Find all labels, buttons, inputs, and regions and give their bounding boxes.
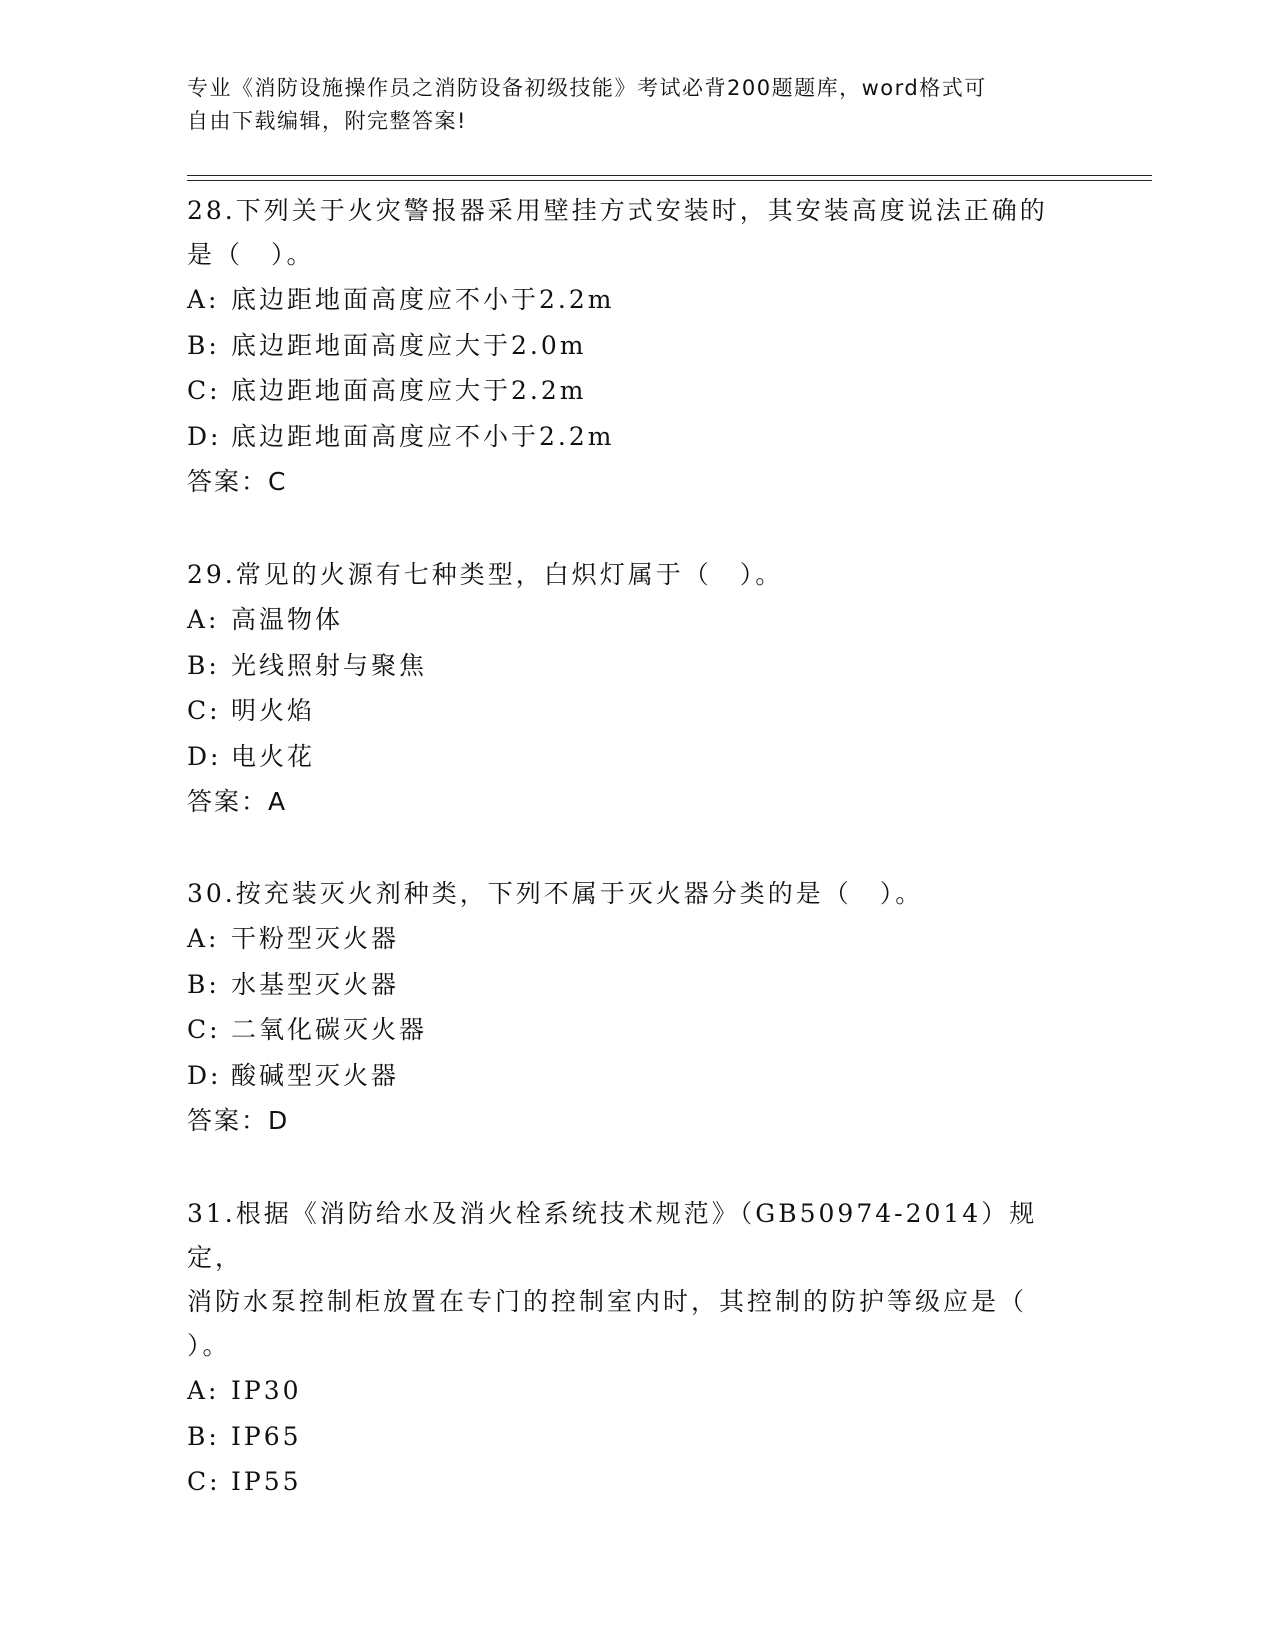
option-key: A: bbox=[187, 285, 220, 314]
option-text: 明火焰 bbox=[231, 696, 316, 725]
question-text-line: 消防水泵控制柜放置在专门的控制室内时，其控制的防护等级应是（ bbox=[187, 1287, 1028, 1316]
question-29 bbox=[187, 553, 1087, 824]
option-key: B: bbox=[187, 650, 220, 680]
option-c bbox=[187, 1007, 1087, 1053]
question-31 bbox=[187, 1192, 1087, 1505]
header-divider-top bbox=[187, 175, 1152, 176]
option-d bbox=[187, 414, 1087, 460]
question-28 bbox=[187, 189, 1087, 504]
answer: 答案：D bbox=[187, 1106, 290, 1135]
question-text-line: ）。 bbox=[187, 1331, 231, 1360]
option-b bbox=[187, 323, 1087, 369]
answer: 答案：A bbox=[187, 787, 288, 816]
option-text: 底边距地面高度应不小于2.2m bbox=[231, 421, 615, 451]
question-text-line: 30.按充装灭火剂种类，下列不属于灭火器分类的是（ ）。 bbox=[187, 879, 924, 908]
question-text-line: 28.下列关于火灾警报器采用壁挂方式安装时，其安装高度说法正确的 bbox=[187, 196, 1048, 225]
option-a bbox=[187, 1368, 1087, 1414]
option-b bbox=[187, 643, 1087, 689]
header-line-1: 专业《消防设施操作员之消防设备初级技能》考试必背200题题库，word格式可 bbox=[187, 76, 987, 100]
header-divider-bottom bbox=[187, 180, 1152, 181]
option-key: B: bbox=[187, 1421, 220, 1451]
option-text: IP30 bbox=[231, 1376, 302, 1405]
option-key: C: bbox=[187, 696, 221, 725]
option-text: 酸碱型灭火器 bbox=[231, 1060, 400, 1090]
header-line-2: 自由下载编辑，附完整答案! bbox=[187, 109, 467, 133]
option-d bbox=[187, 734, 1087, 780]
option-c bbox=[187, 688, 1087, 734]
option-key: C: bbox=[187, 1015, 221, 1044]
option-key: B: bbox=[187, 330, 220, 360]
option-a bbox=[187, 597, 1087, 643]
option-b bbox=[187, 1414, 1087, 1460]
option-key: D: bbox=[187, 741, 222, 771]
option-d bbox=[187, 1053, 1087, 1099]
option-key: A: bbox=[187, 1376, 220, 1405]
option-text: 二氧化碳灭火器 bbox=[231, 1015, 428, 1044]
option-text: 干粉型灭火器 bbox=[231, 924, 400, 953]
option-c bbox=[187, 368, 1087, 414]
question-30 bbox=[187, 872, 1087, 1143]
option-a bbox=[187, 277, 1087, 323]
question-text-line: 是（ ）。 bbox=[187, 240, 315, 269]
option-text: 底边距地面高度应大于2.0m bbox=[231, 330, 587, 360]
answer: 答案：C bbox=[187, 467, 288, 496]
option-b bbox=[187, 962, 1087, 1008]
option-key: C: bbox=[187, 1467, 221, 1496]
option-text: 底边距地面高度应大于2.2m bbox=[231, 376, 587, 405]
option-text: IP55 bbox=[231, 1467, 302, 1496]
option-text: 底边距地面高度应不小于2.2m bbox=[231, 285, 615, 314]
option-key: A: bbox=[187, 605, 220, 634]
option-text: 高温物体 bbox=[231, 605, 344, 634]
option-c bbox=[187, 1459, 1087, 1505]
question-text-line: 29.常见的火源有七种类型，白炽灯属于（ ）。 bbox=[187, 560, 784, 589]
option-key: B: bbox=[187, 969, 220, 999]
option-text: 电火花 bbox=[231, 741, 316, 771]
option-text: IP65 bbox=[231, 1421, 302, 1451]
option-key: D: bbox=[187, 421, 222, 451]
document-header bbox=[187, 72, 1067, 138]
question-text-line: 31.根据《消防给水及消火栓系统技术规范》（GB50974-2014）规定， bbox=[187, 1199, 1038, 1272]
option-text: 光线照射与聚焦 bbox=[231, 650, 428, 680]
option-a bbox=[187, 916, 1087, 962]
option-text: 水基型灭火器 bbox=[231, 969, 400, 999]
option-key: A: bbox=[187, 924, 220, 953]
option-key: D: bbox=[187, 1060, 222, 1090]
option-key: C: bbox=[187, 376, 221, 405]
